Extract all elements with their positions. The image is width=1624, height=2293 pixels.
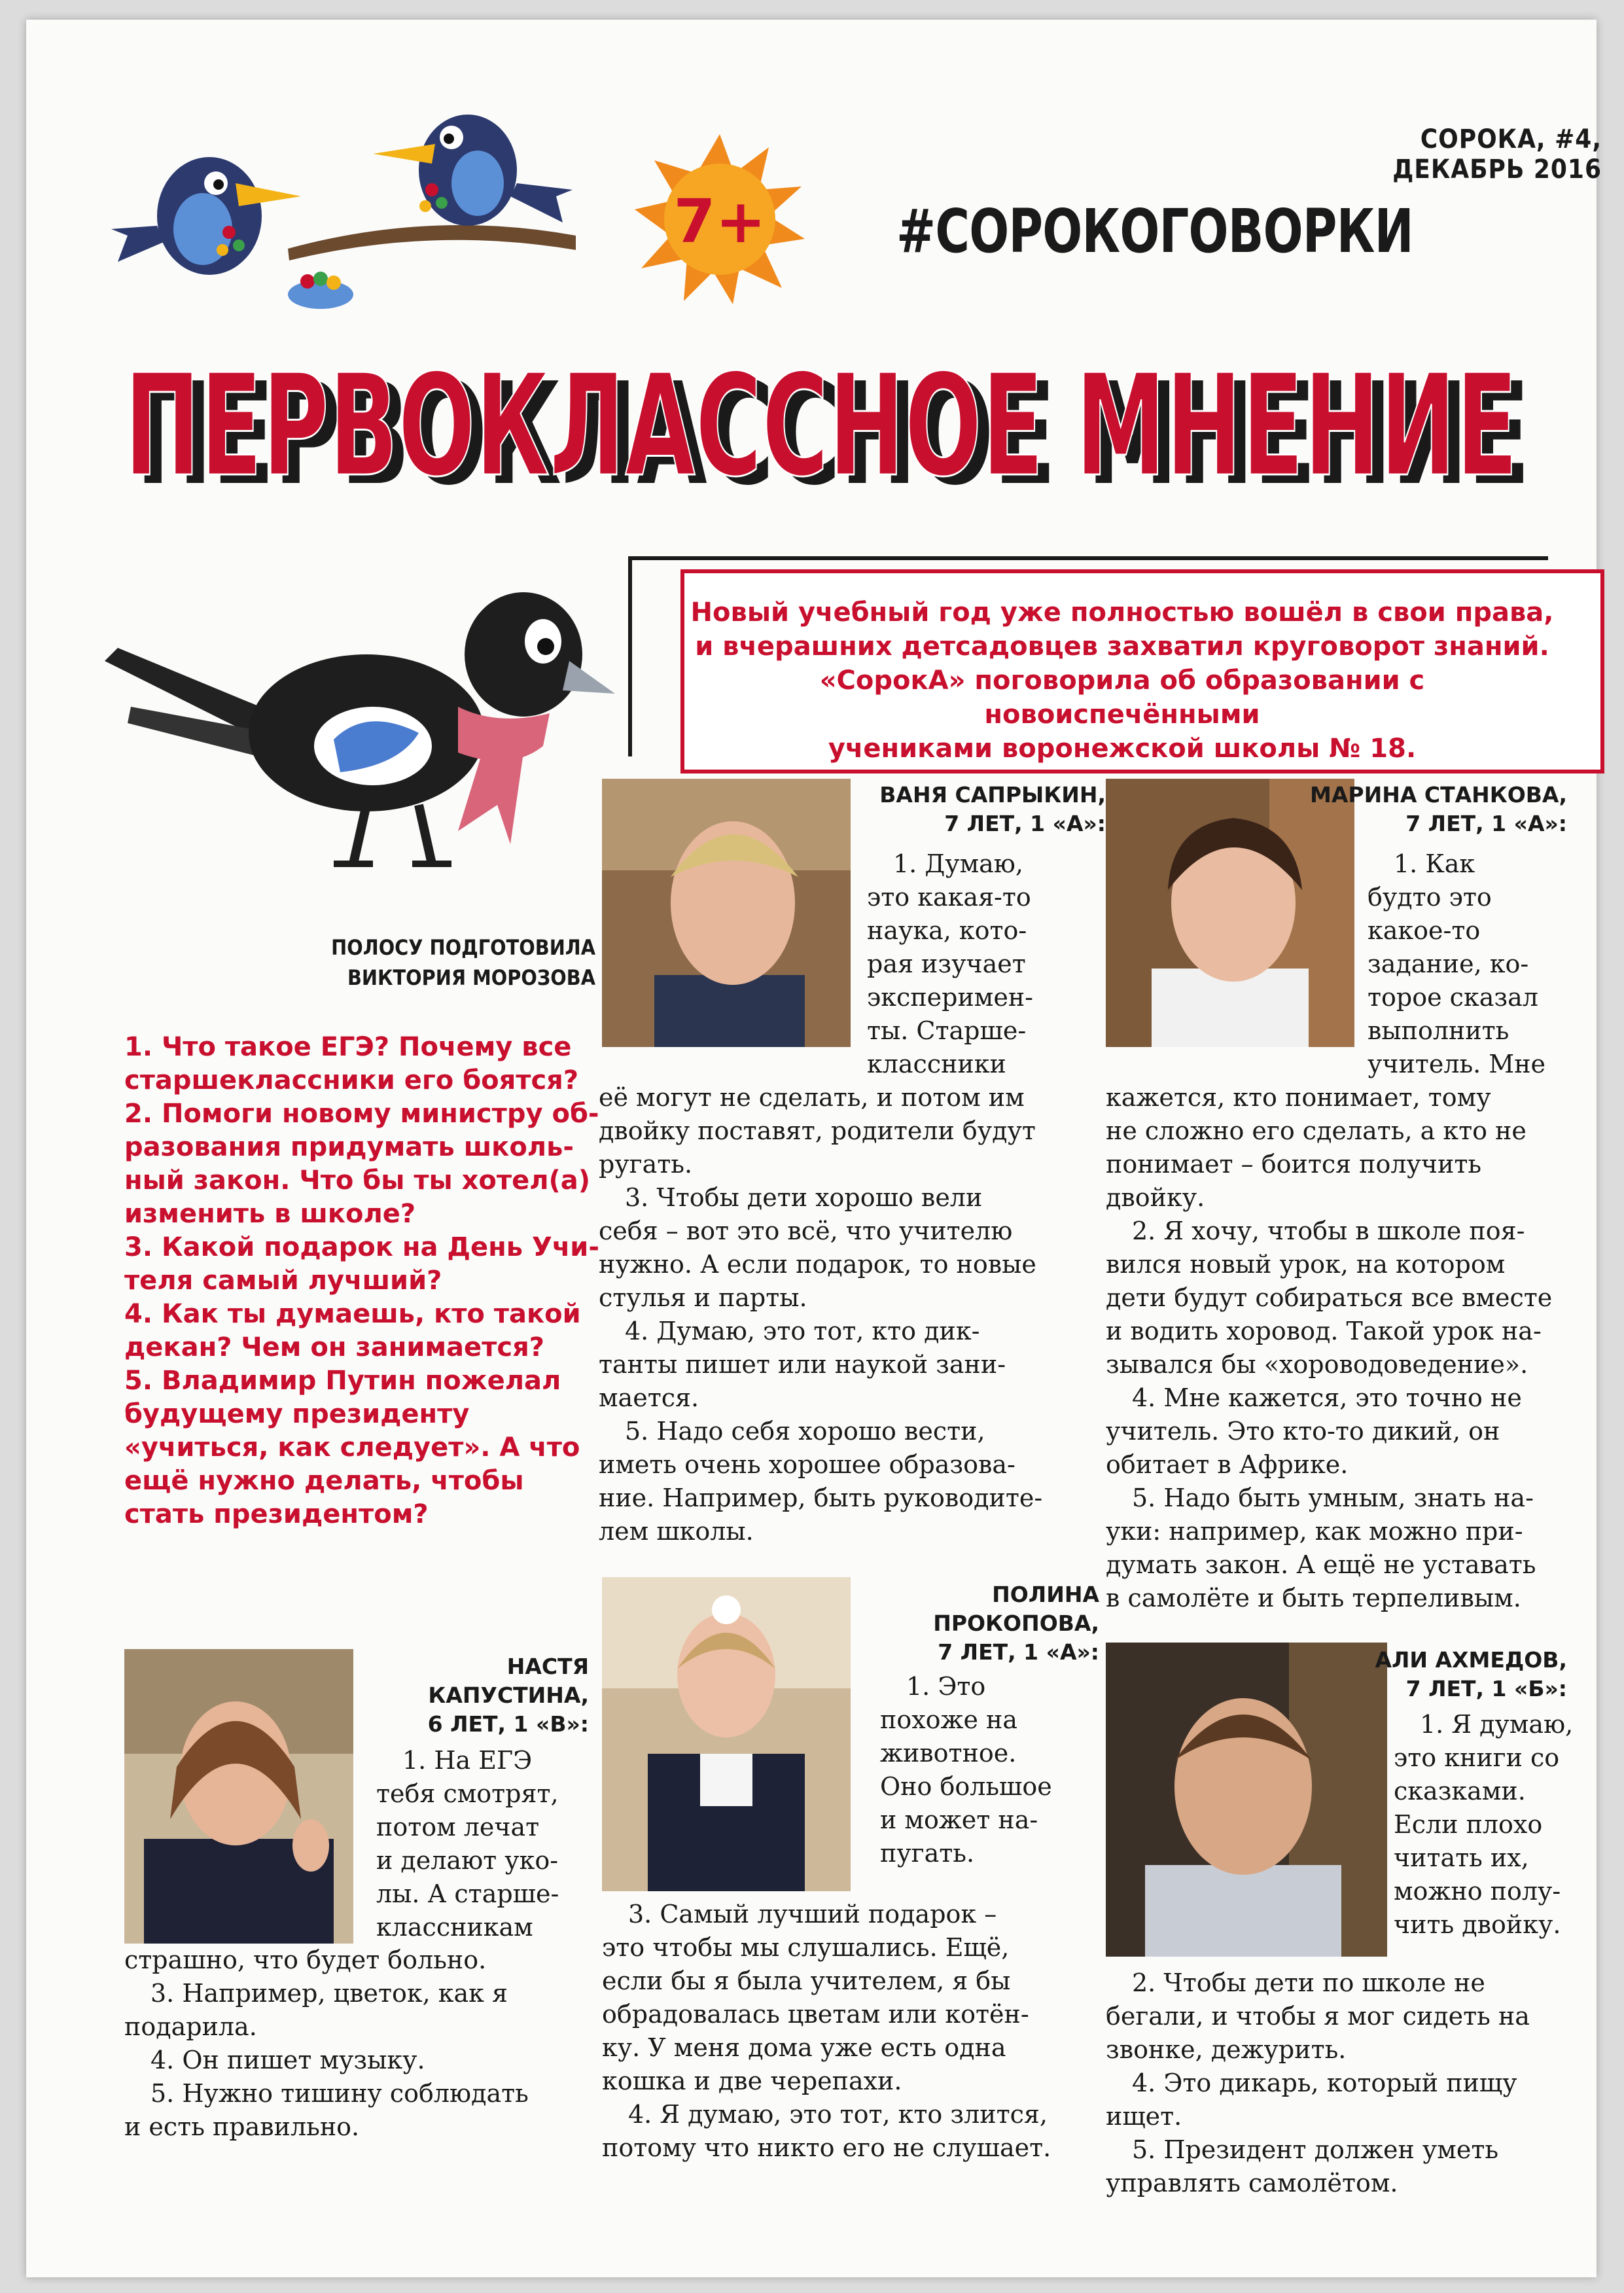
answer-line: думать закон. А ещё не уставать xyxy=(1106,1550,1536,1579)
byline-line: ВИКТОРИЯ МОРОЗОВА xyxy=(347,965,595,990)
name-line: ПРОКОПОВА, xyxy=(933,1610,1099,1636)
name-polina xyxy=(857,1580,1099,1667)
question-line: «учиться, как следует». А что xyxy=(124,1432,580,1463)
answer-ali-side xyxy=(1394,1708,1603,1942)
answer-line: чить двойку. xyxy=(1394,1910,1561,1939)
question-line: разования придумать школь- xyxy=(124,1132,574,1162)
answer-polina-side xyxy=(880,1670,1103,1870)
question-item xyxy=(124,1298,609,1364)
answer-line: это книги со xyxy=(1394,1743,1560,1772)
answer-line: читать их, xyxy=(1394,1843,1529,1872)
answer-line: 4. Это дикарь, который пищу xyxy=(1132,2069,1517,2097)
question-line: изменить в школе? xyxy=(124,1199,416,1229)
answer-line: 4. Думаю, это тот, кто дик- xyxy=(625,1317,980,1345)
name-nastya xyxy=(399,1652,589,1739)
newspaper-page xyxy=(26,20,1602,2277)
answer-line: мается. xyxy=(599,1383,699,1412)
answer-line: уки: например, как можно при- xyxy=(1106,1517,1523,1546)
intro-line: и вчерашних детсадовцев захватил круговорот знаний. xyxy=(695,631,1549,662)
answer-line: рая изучает xyxy=(867,950,1026,978)
question-item xyxy=(124,1364,609,1531)
answer-polina xyxy=(602,1898,1106,2165)
answer-line: сказками. xyxy=(1394,1777,1526,1805)
question-line: стать президентом? xyxy=(124,1499,429,1529)
page-title xyxy=(124,366,1616,497)
answer-line: кошка и две черепахи. xyxy=(602,2067,902,2095)
question-item xyxy=(124,1231,609,1298)
name-line: КАПУСТИНА, xyxy=(428,1682,589,1708)
answer-line: 2. Я хочу, чтобы в школе поя- xyxy=(1132,1217,1525,1245)
answer-marina xyxy=(1106,1081,1603,1615)
answer-line: ищет. xyxy=(1106,2102,1182,2131)
name-ali xyxy=(1335,1646,1567,1703)
photo-nastya xyxy=(124,1649,353,1944)
answer-line: звонке, дежурить. xyxy=(1106,2035,1347,2064)
answer-line: 5. Надо себя хорошо вести, xyxy=(625,1417,985,1446)
name-line: 7 ЛЕТ, 1 «А»: xyxy=(944,811,1106,836)
answer-line: можно полу- xyxy=(1394,1877,1561,1906)
answer-line: не сложно его сделать, а кто не xyxy=(1106,1116,1527,1145)
answer-line: ние. Например, быть руководите- xyxy=(599,1484,1043,1512)
answer-line: торое сказал xyxy=(1368,983,1538,1012)
answer-line: 5. Нужно тишину соблюдать xyxy=(150,2079,529,2108)
answer-nastya xyxy=(124,1944,609,2144)
name-line: НАСТЯ xyxy=(506,1654,589,1679)
answer-line: 5. Президент должен уметь xyxy=(1132,2135,1499,2164)
answer-line: двойку поставят, родители будут xyxy=(599,1116,1036,1145)
answer-line: лы. А старше- xyxy=(376,1879,559,1908)
answer-line: и водить хоровод. Такой урок на- xyxy=(1106,1317,1542,1345)
issue-info: СОРОКА, #4, ДЕКАБРЬ 2016 xyxy=(1392,124,1602,185)
name-line: 7 ЛЕТ, 1 «Б»: xyxy=(1405,1676,1567,1701)
answer-line: 3. Чтобы дети хорошо вели xyxy=(625,1183,983,1212)
question-line: 4. Как ты думаешь, кто такой xyxy=(124,1299,581,1329)
answer-line: иметь очень хорошее образова- xyxy=(599,1450,1015,1479)
answer-line: страшно, что будет больно. xyxy=(124,1946,487,1974)
question-line: теля самый лучший? xyxy=(124,1266,442,1296)
question-line: ный закон. Что бы ты хотел(а) xyxy=(124,1165,591,1196)
section-title: #СОРОКОГОВОРКИ xyxy=(896,196,1413,266)
answer-line: 1. На ЕГЭ xyxy=(402,1746,533,1775)
answer-line: учитель. Мне xyxy=(1368,1050,1546,1078)
questions-list xyxy=(124,1031,609,1531)
answer-line: Оно большое xyxy=(880,1772,1052,1801)
answer-line: классники xyxy=(867,1050,1006,1078)
answer-line: 1. Это xyxy=(906,1672,986,1701)
answer-line: в самолёте и быть терпеливым. xyxy=(1106,1584,1521,1612)
answer-line: зывался бы «хороводоведение». xyxy=(1106,1350,1528,1379)
answer-line: животное. xyxy=(880,1739,1017,1768)
photo-vanya xyxy=(602,779,851,1047)
answer-line: вился новый урок, на котором xyxy=(1106,1250,1506,1279)
answer-line: похоже на xyxy=(880,1705,1018,1734)
answer-line: это чтобы мы слушались. Ещё, xyxy=(602,1933,1010,1962)
answer-vanya-side xyxy=(867,847,1116,1081)
answer-line: её могут не сделать, и потом им xyxy=(599,1083,1025,1112)
name-line: 7 ЛЕТ, 1 «А»: xyxy=(1405,811,1567,836)
answer-line: обитает в Африке. xyxy=(1106,1450,1349,1479)
name-line: МАРИНА СТАНКОВА, xyxy=(1310,782,1567,808)
name-line: АЛИ АХМЕДОВ, xyxy=(1375,1647,1567,1673)
answer-line: нужно. А если подарок, то новые xyxy=(599,1250,1036,1279)
byline-line: ПОЛОСУ ПОДГОТОВИЛА xyxy=(331,935,595,960)
question-item xyxy=(124,1031,609,1097)
answer-line: потому что никто его не слушает. xyxy=(602,2133,1051,2162)
answer-line: Если плохо xyxy=(1394,1810,1543,1839)
answer-line: пугать. xyxy=(880,1839,975,1868)
answer-line: тебя смотрят, xyxy=(376,1779,559,1808)
answer-vanya xyxy=(599,1081,1116,1548)
answer-line: 4. Мне кажется, это точно не xyxy=(1132,1383,1522,1412)
name-line: ВАНЯ САПРЫКИН, xyxy=(879,782,1106,808)
answer-line: обрадовалась цветам или котён- xyxy=(602,2000,1029,2029)
answer-nastya-side xyxy=(376,1744,599,1944)
byline xyxy=(319,933,595,993)
answer-line: и делают уко- xyxy=(376,1846,559,1875)
answer-line: танты пишет или наукой зани- xyxy=(599,1350,1006,1379)
question-line: ещё нужно делать, чтобы xyxy=(124,1466,524,1496)
question-line: 1. Что такое ЕГЭ? Почему все xyxy=(124,1032,572,1062)
answer-line: 3. Например, цветок, как я xyxy=(150,1979,508,2008)
answer-line: классникам xyxy=(376,1913,533,1942)
photo-polina xyxy=(602,1577,851,1891)
answer-line: понимает – боится получить xyxy=(1106,1150,1482,1179)
answer-line: подарила. xyxy=(124,2012,257,2041)
svg-text:ПЕРВОКЛАССНОЕ МНЕНИЕ: ПЕРВОКЛАССНОЕ МНЕНИЕ xyxy=(124,366,1518,497)
answer-line: задание, ко- xyxy=(1368,950,1529,978)
intro-line: учениками воронежской школы № 18. xyxy=(828,734,1417,764)
question-item xyxy=(124,1097,609,1231)
answer-line: учитель. Это кто-то дикий, он xyxy=(1106,1417,1500,1446)
answer-line: ку. У меня дома уже есть одна xyxy=(602,2033,1006,2062)
answer-line: какое-то xyxy=(1368,916,1481,945)
answer-line: наука, кото- xyxy=(867,916,1027,945)
answer-line: 1. Я думаю, xyxy=(1420,1710,1574,1739)
answer-line: если бы я была учителем, я бы xyxy=(602,1966,1011,1995)
answer-marina-side xyxy=(1368,847,1590,1081)
answer-line: стулья и парты. xyxy=(599,1283,807,1312)
answer-line: двойку. xyxy=(1106,1183,1205,1212)
answer-line: управлять самолётом. xyxy=(1106,2169,1398,2197)
answer-ali xyxy=(1106,1966,1603,2200)
answer-line: и есть правильно. xyxy=(124,2112,360,2141)
name-marina xyxy=(1309,781,1567,838)
two-birds-icon xyxy=(105,98,576,334)
answer-line: 1. Как xyxy=(1394,849,1475,878)
question-line: 3. Какой подарок на День Учи- xyxy=(124,1232,599,1262)
question-line: старшеклассники его боятся? xyxy=(124,1065,579,1095)
name-line: 6 ЛЕТ, 1 «В»: xyxy=(427,1711,589,1737)
answer-line: потом лечат xyxy=(376,1813,540,1841)
intro-line: Новый учебный год уже полностью вошёл в свои права, xyxy=(690,597,1554,628)
answer-line: дети будут собираться все вместе xyxy=(1106,1283,1553,1312)
name-line: 7 ЛЕТ, 1 «А»: xyxy=(938,1639,1099,1665)
answer-line: и может на- xyxy=(880,1805,1038,1834)
answer-line: 4. Он пишет музыку. xyxy=(150,2046,425,2074)
answer-line: 1. Думаю, xyxy=(893,849,1023,878)
answer-line: 2. Чтобы дети по школе не xyxy=(1132,1968,1485,1997)
age-rating: 7+ xyxy=(673,187,766,257)
answer-line: кажется, кто понимает, тому xyxy=(1106,1083,1491,1112)
question-line: 2. Помоги новому министру об- xyxy=(124,1099,599,1129)
answer-line: эксперимен- xyxy=(867,983,1033,1012)
intro-line: «СорокА» поговорила об образовании с новоиспечёнными xyxy=(819,666,1425,730)
answer-line: лем школы. xyxy=(599,1517,754,1546)
name-vanya xyxy=(857,781,1106,838)
answer-line: 5. Надо быть умным, знать на- xyxy=(1132,1484,1534,1512)
answer-line: будто это xyxy=(1368,883,1492,912)
name-line: ПОЛИНА xyxy=(992,1582,1099,1607)
magpie-icon xyxy=(92,556,615,897)
svg-text:ПЕРВОКЛАССНОЕ МНЕНИЕ: ПЕРВОКЛАССНОЕ МНЕНИЕ xyxy=(136,366,1530,497)
question-line: декан? Чем он занимается? xyxy=(124,1332,544,1362)
answer-line: себя – вот это всё, что учителю xyxy=(599,1217,1013,1245)
question-line: 5. Владимир Путин пожелал xyxy=(124,1366,561,1396)
answer-line: бегали, и чтобы я мог сидеть на xyxy=(1106,2002,1530,2031)
answer-line: это какая-то xyxy=(867,883,1031,912)
intro-text xyxy=(687,595,1557,766)
answer-line: выполнить xyxy=(1368,1016,1509,1045)
question-line: будущему президенту xyxy=(124,1399,470,1429)
answer-line: ты. Старше- xyxy=(867,1016,1027,1045)
answer-line: ругать. xyxy=(599,1150,693,1179)
answer-line: 4. Я думаю, это тот, кто злится, xyxy=(628,2100,1048,2129)
answer-line: 3. Самый лучший подарок – xyxy=(628,1900,997,1929)
